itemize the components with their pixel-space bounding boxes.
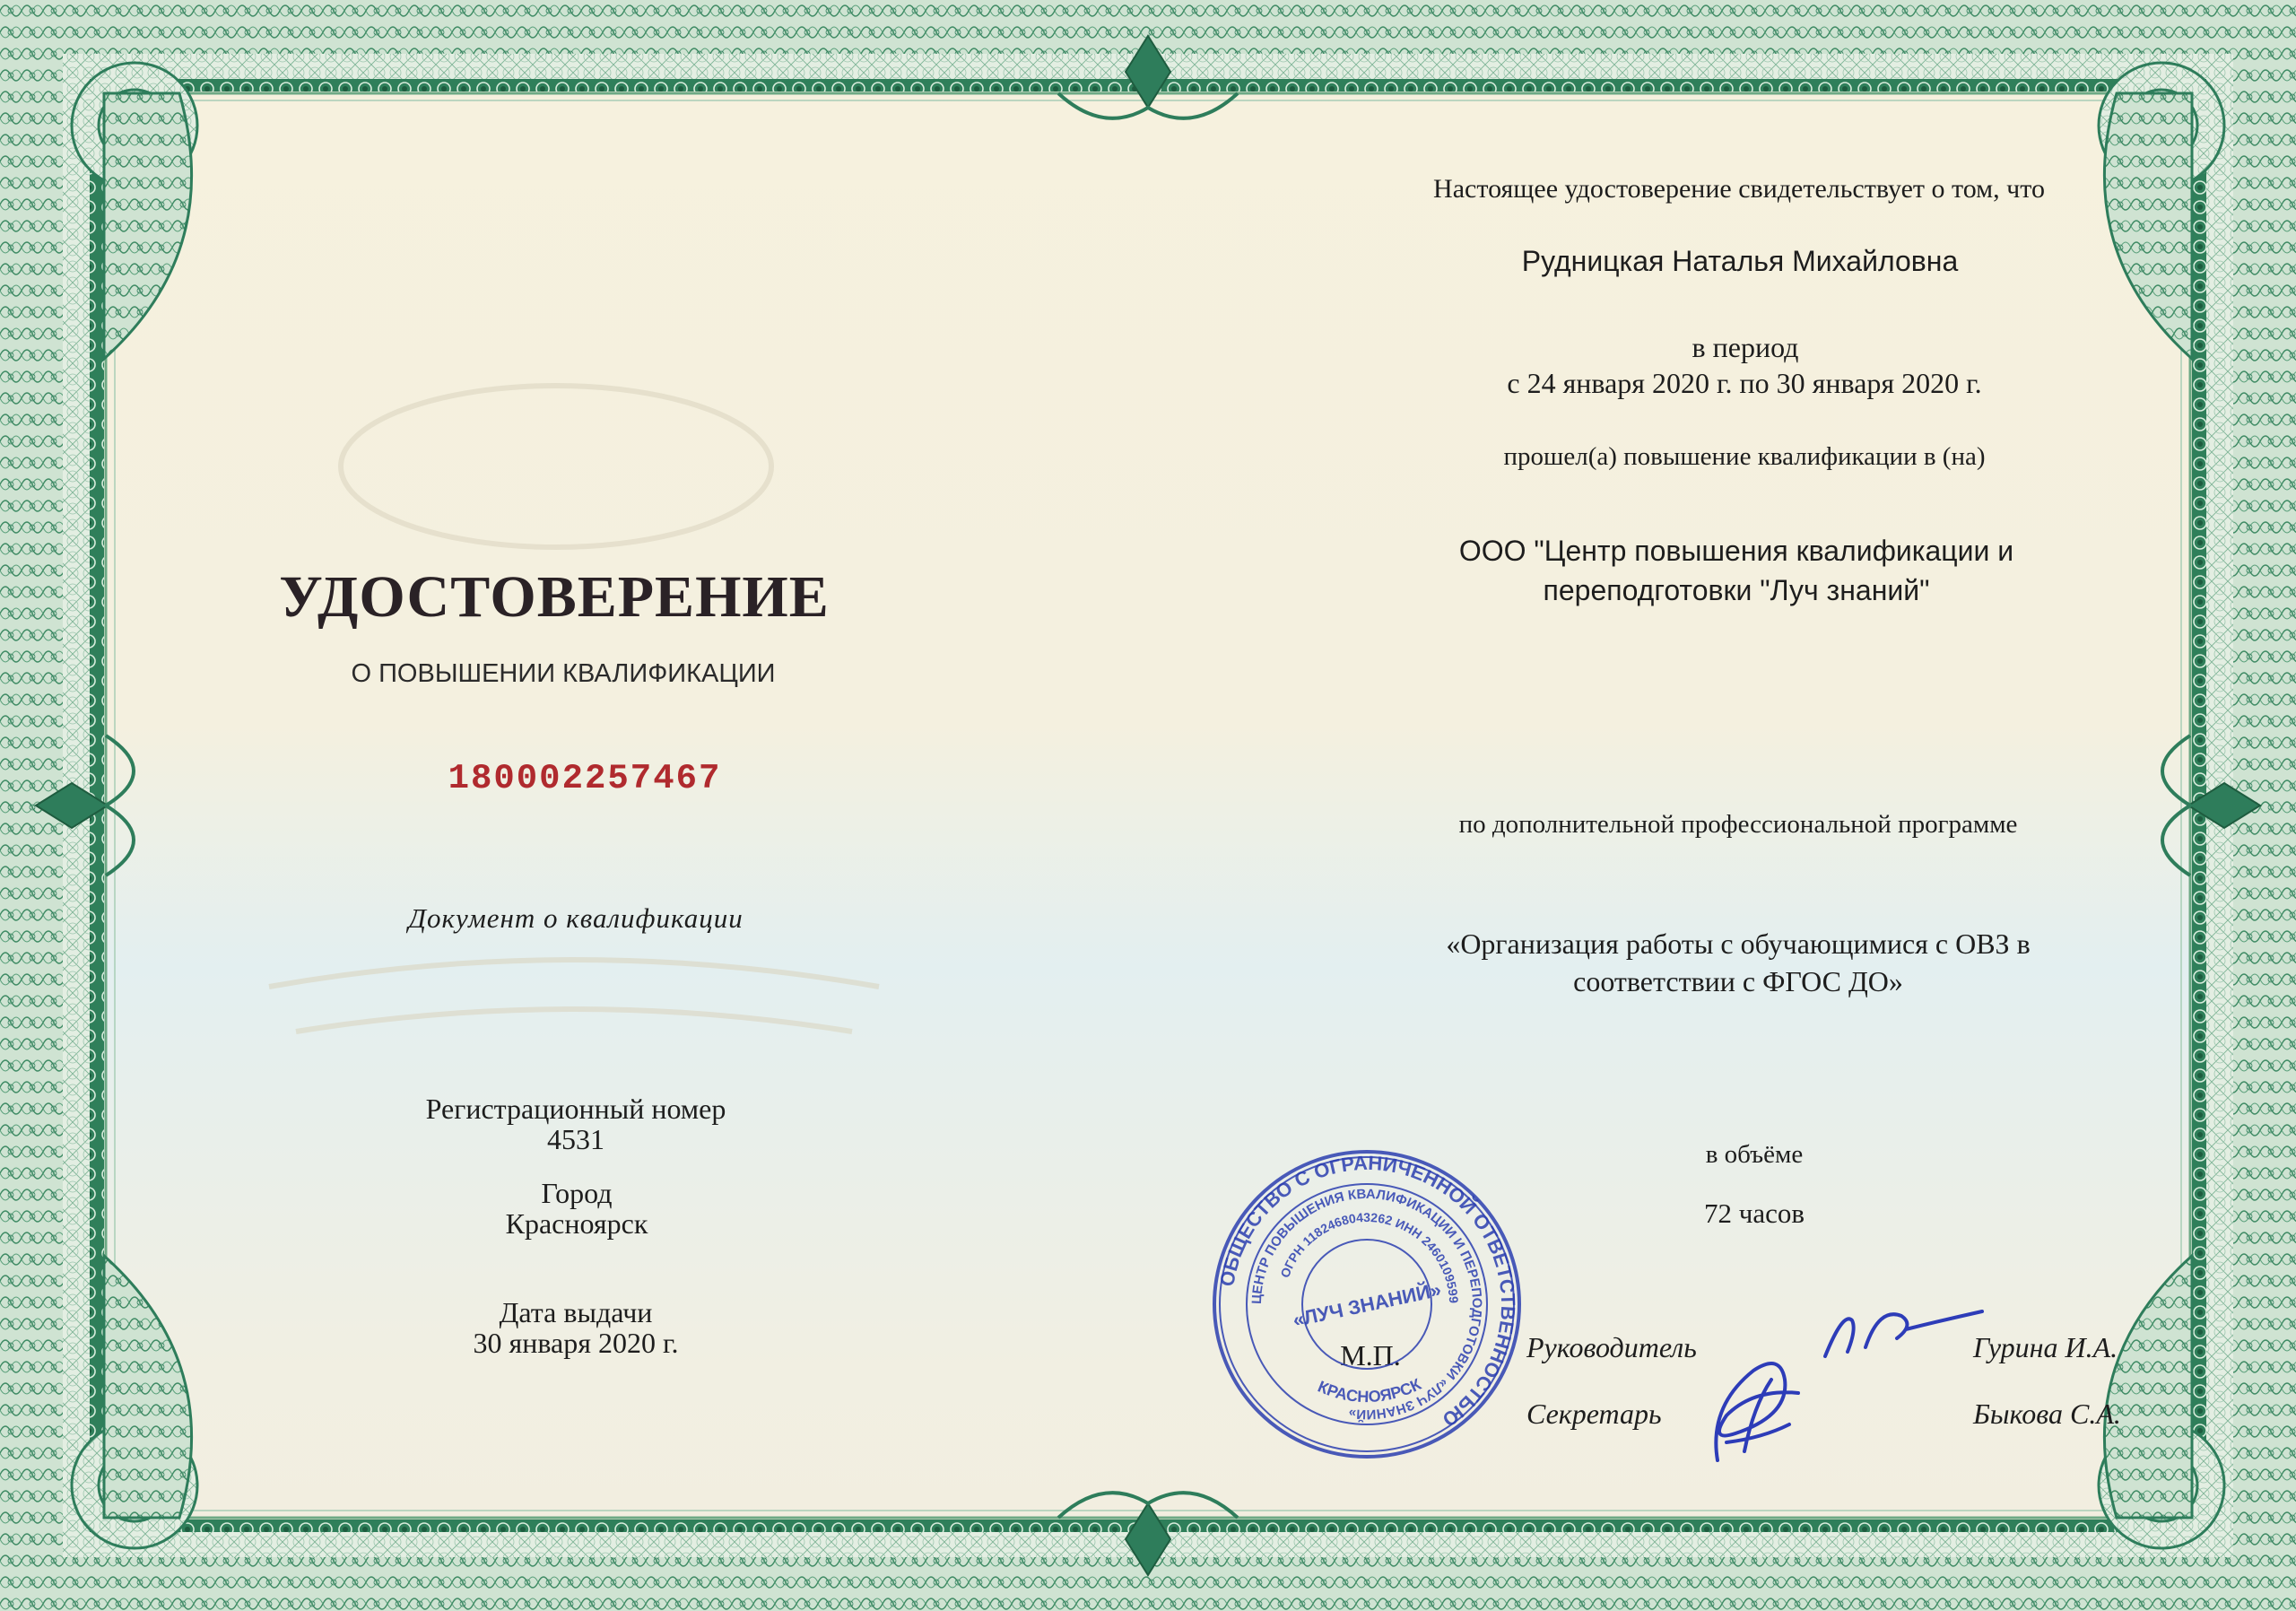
intro-text: Настоящее удостоверение свидетельствует о том, что xyxy=(1433,174,2045,204)
organization-seal xyxy=(1209,1146,1525,1462)
program-label: по дополнительной профессиональной программе xyxy=(1458,810,2018,839)
registration-number: 4531 xyxy=(547,1123,604,1155)
city-value: Красноярск xyxy=(505,1207,648,1240)
period-dates: с 24 января 2020 г. по 30 января 2020 г. xyxy=(1507,367,1982,399)
stamp-place-label: М.П. xyxy=(1340,1339,1401,1372)
city-label: Город xyxy=(541,1177,613,1209)
volume-label: в объёме xyxy=(1705,1140,1804,1169)
issue-date: 30 января 2020 г. xyxy=(473,1327,679,1359)
serial-number: 180002257467 xyxy=(448,759,722,798)
person-name: Рудницкая Наталья Михайловна xyxy=(1521,245,1959,277)
secretary-signature-icon xyxy=(1700,1353,1807,1469)
passed-text: прошел(а) повышение квалификации в (на) xyxy=(1503,442,1986,471)
seal-numbers-text: ОГРН 1182468043262 ИНН 2460109599 xyxy=(1277,1209,1462,1304)
period-label: в период xyxy=(1692,331,1799,363)
director-name: Гурина И.А. xyxy=(1973,1331,2118,1363)
seal-center-text: «ЛУЧ ЗНАНИЙ» xyxy=(1291,1277,1443,1332)
document-title: УДОСТОВЕРЕНИЕ xyxy=(279,564,830,630)
secretary-name: Быкова С.А. xyxy=(1973,1398,2121,1430)
document-type: Документ о квалификации xyxy=(408,902,744,934)
program-title-line-1: «Организация работы с обучающимися с ОВЗ в xyxy=(1446,927,2031,960)
registration-label: Регистрационный номер xyxy=(425,1093,726,1125)
volume-value: 72 часов xyxy=(1704,1197,1805,1229)
program-title-line-2: соответствии с ФГОС ДО» xyxy=(1573,965,1903,997)
document-subtitle: О ПОВЫШЕНИИ КВАЛИФИКАЦИИ xyxy=(351,659,776,688)
organization-line-1: ООО "Центр повышения квалификации и xyxy=(1458,535,2014,567)
director-role: Руководитель xyxy=(1526,1331,1697,1363)
seal-outer-text: ОБЩЕСТВО С ОГРАНИЧЕННОЙ ОТВЕТСТВЕННОСТЬЮ xyxy=(1215,1151,1520,1432)
organization-line-2: переподготовки "Луч знаний" xyxy=(1543,574,1930,606)
issue-date-label: Дата выдачи xyxy=(499,1296,653,1328)
seal-city-text: КРАСНОЯРСК xyxy=(1315,1374,1424,1406)
seal-inner-text: ЦЕНТР ПОВЫШЕНИЯ КВАЛИФИКАЦИИ И ПЕРЕПОДГОТОВКИ «ЛУЧ ЗНАНИЙ» xyxy=(1248,1186,1485,1423)
secretary-role: Секретарь xyxy=(1526,1398,1662,1430)
director-signature-icon xyxy=(1816,1302,1987,1365)
